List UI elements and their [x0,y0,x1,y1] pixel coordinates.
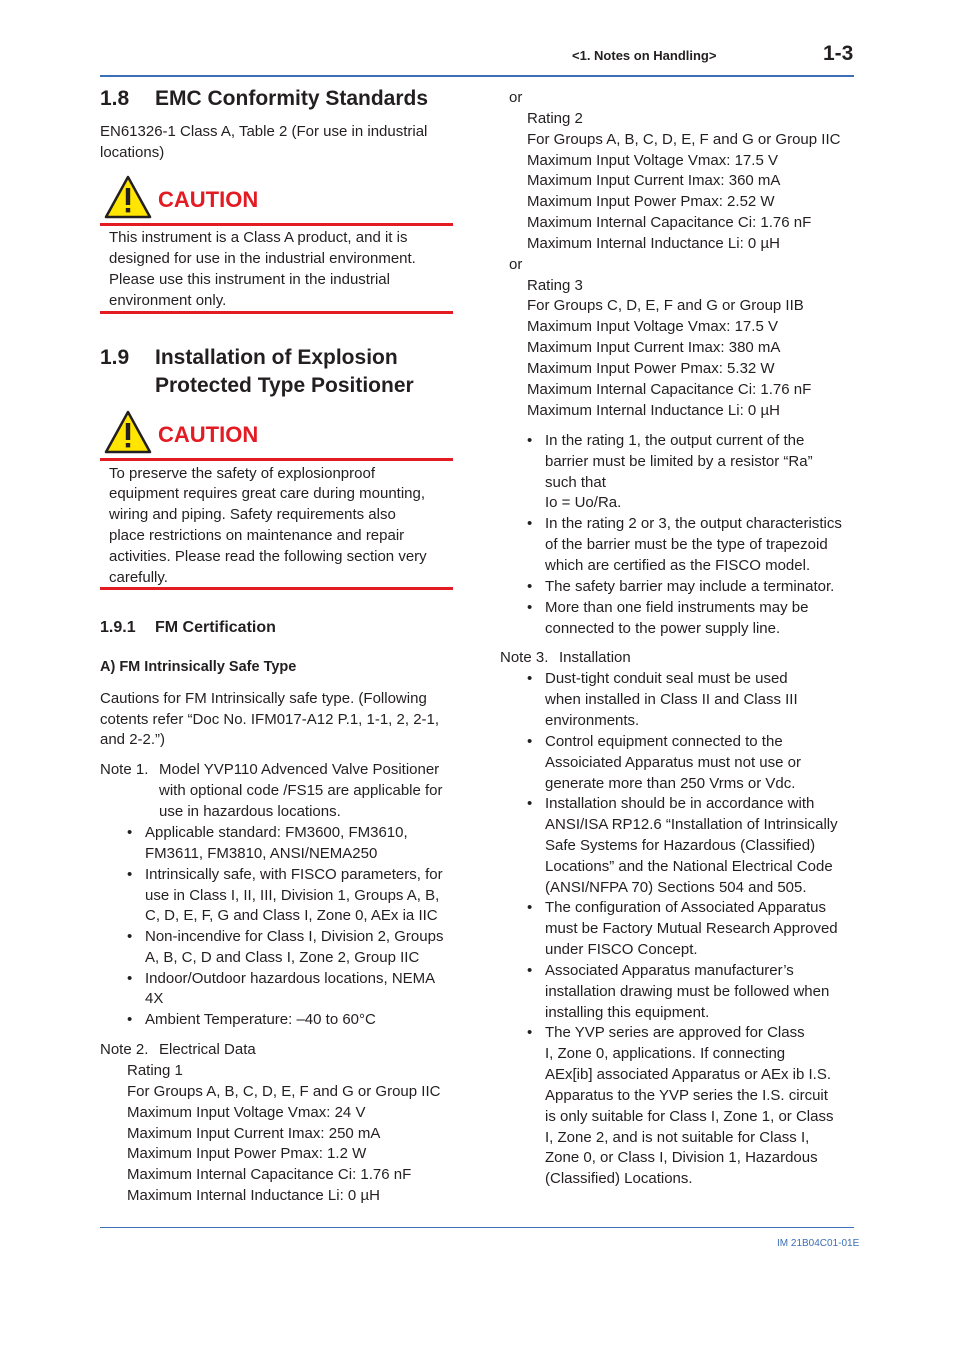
note-2-title: Electrical Data [159,1041,256,1058]
subsection-1-9-1-title: FM Certification [155,619,276,636]
note-2-bullet-line: connected to the power supply line. [545,620,781,637]
rating-3-line: Maximum Input Current Imax: 380 mA [527,339,781,356]
bullet-dot: • [527,899,533,916]
s18-body-line: locations) [100,144,165,161]
caution-text-line: This instrument is a Class A product, and it is [109,229,408,246]
rating-2-line: For Groups A, B, C, D, E, F and G or Group IIC [527,131,841,148]
caution-text-line: Please use this instrument in the industrial [109,271,390,288]
caution-label: CAUTION [158,422,259,447]
rating-1-line: Maximum Internal Inductance Li: 0 µH [127,1187,380,1204]
note-3-bullet-line: Installation should be in accordance with [545,795,815,812]
rating-1-line: Rating 1 [127,1062,183,1079]
rating-2-line: Maximum Internal Inductance Li: 0 µH [527,235,780,252]
note-3-bullet-line: Zone 0, or Class I, Division 1, Hazardous [545,1149,818,1166]
note-3-bullet-line: Safe Systems for Hazardous (Classified) [545,837,816,854]
bullet-dot: • [127,866,133,883]
note-3-bullet-line: (ANSI/NFPA 70) Sections 504 and 505. [545,879,807,896]
fm-intro-line: Cautions for FM Intrinsically safe type. (Following [100,690,427,707]
note-2-bullet-line: Io = Uo/Ra. [545,494,622,511]
caution-bottom-rule [100,311,453,314]
note-1-line: use in hazardous locations. [159,803,341,820]
note-1-bullet-line: 4X [145,990,164,1007]
rating-1-line: For Groups A, B, C, D, E, F and G or Group IIC [127,1083,441,1100]
footer-rule [100,1227,854,1228]
note-3-bullet-line: environments. [545,712,640,729]
note-3-bullet-line: Locations” and the National Electrical Code [545,858,833,875]
or-text: or [509,256,523,273]
note-1-bullet-line: Intrinsically safe, with FISCO parameters, for [145,866,443,883]
note-3-bullet-line: I, Zone 0, applications. If connecting [545,1045,786,1062]
note-2-label: Note 2. [100,1041,149,1058]
section-1-8-number: 1.8 [100,87,130,110]
warning-triangle-icon [104,410,152,454]
bullet-dot: • [527,733,533,750]
caution-text-line: To preserve the safety of explosionproof [109,465,375,482]
s18-body-line: EN61326-1 Class A, Table 2 (For use in industrial [100,123,428,140]
note-3-bullet-line: installing this equipment. [545,1004,710,1021]
note-2-bullet-line: In the rating 2 or 3, the output characteristics [545,515,842,532]
note-3-bullet-line: under FISCO Concept. [545,941,698,958]
caution-top-rule [100,223,453,226]
bullet-dot: • [527,599,533,616]
note-1-line: Model YVP110 Advenced Valve Positioner [159,761,440,778]
section-1-9-title: Installation of Explosion [155,346,398,369]
rating-1-line: Maximum Input Power Pmax: 1.2 W [127,1145,367,1162]
bullet-dot: • [527,962,533,979]
subsection-1-9-1-number: 1.9.1 [100,619,136,636]
note-3-bullet-line: Associated Apparatus manufacturer’s [545,962,794,979]
note-2-bullet-line: The safety barrier may include a terminator. [545,578,835,595]
note-3-bullet-line: Apparatus to the YVP series the I.S. circuit [545,1087,828,1104]
note-3-bullet-line: (Classified) Locations. [545,1170,693,1187]
section-1-8-title: EMC Conformity Standards [155,87,429,110]
note-3-bullet-line: The YVP series are approved for Class [545,1024,805,1041]
or-text: or [509,89,523,106]
warning-triangle-icon [104,175,152,219]
bullet-dot: • [527,515,533,532]
rating-1-line: Maximum Input Current Imax: 250 mA [127,1125,381,1142]
caution-text-line: place restrictions on maintenance and repair [109,527,405,544]
caution-text-line: environment only. [109,292,227,309]
section-1-9-number: 1.9 [100,346,130,369]
rating-2-line: Maximum Internal Capacitance Ci: 1.76 nF [527,214,812,231]
header-rule [100,75,854,77]
note-1-bullet-line: Applicable standard: FM3600, FM3610, [145,824,408,841]
note-1-bullet-line: Ambient Temperature: –40 to 60°C [145,1011,376,1028]
note-3-bullet-line: installation drawing must be followed when [545,983,830,1000]
bullet-dot: • [527,432,533,449]
fm-type-heading: A) FM Intrinsically Safe Type [100,659,297,675]
note-2-bullet-line: of the barrier must be the type of trapezoid [545,536,828,553]
note-3-bullet-line: when installed in Class II and Class III [545,691,798,708]
note-3-bullet-line: is only suitable for Class I, Zone 1, or Class [545,1108,834,1125]
fm-intro-line: cotents refer “Doc No. IFM017-A12 P.1, 1-1, 2, 2-1, [100,711,440,728]
page-number: 1-3 [823,42,854,65]
bullet-dot: • [127,928,133,945]
bullet-dot: • [127,970,133,987]
rating-2-line: Rating 2 [527,110,583,127]
doc-id: IM 21B04C01-01E [777,1238,860,1249]
rating-3-line: Rating 3 [527,277,583,294]
caution-bottom-rule [100,587,453,590]
note-3-bullet-line: The configuration of Associated Apparatus [545,899,827,916]
note-2-bullet-line: barrier must be limited by a resistor “Ra” [545,453,813,470]
note-1-bullet-line: FM3611, FM3810, ANSI/NEMA250 [145,845,378,862]
note-3-label: Note 3. [500,649,549,666]
rating-2-line: Maximum Input Current Imax: 360 mA [527,172,781,189]
note-1-line: with optional code /FS15 are applicable for [159,782,443,799]
rating-2-line: Maximum Input Power Pmax: 2.52 W [527,193,775,210]
note-2-bullet-line: In the rating 1, the output current of the [545,432,805,449]
section-1-9-title: Protected Type Positioner [155,374,414,397]
note-1-bullet-line: A, B, C, D and Class I, Zone 2, Group IIC [145,949,420,966]
note-1-bullet-line: C, D, E, F, G and Class I, Zone 0, AEx ia IIC [145,907,438,924]
caution-text-line: equipment requires great care during mounting, [109,485,426,502]
fm-intro-line: and 2-2.”) [100,731,166,748]
bullet-dot: • [527,670,533,687]
note-2-bullet-line: More than one field instruments may be [545,599,809,616]
rating-3-line: Maximum Input Power Pmax: 5.32 W [527,360,775,377]
note-3-bullet-line: Assoiciated Apparatus must not use or [545,754,801,771]
rating-2-line: Maximum Input Voltage Vmax: 17.5 V [527,152,778,169]
note-1-label: Note 1. [100,761,149,778]
note-3-bullet-line: Control equipment connected to the [545,733,783,750]
note-2-bullet-line: which are certified as the FISCO model. [545,557,811,574]
caution-text-line: activities. Please read the following section very [109,548,427,565]
note-1-bullet-line: use in Class I, II, III, Division 1, Groups A, B, [145,887,440,904]
bullet-dot: • [127,824,133,841]
rating-3-line: Maximum Internal Capacitance Ci: 1.76 nF [527,381,812,398]
bullet-dot: • [527,578,533,595]
caution-text-line: designed for use in the industrial environment. [109,250,416,267]
note-3-bullet-line: I, Zone 2, and is not suitable for Class I, [545,1129,810,1146]
note-3-title: Installation [559,649,631,666]
rating-1-line: Maximum Input Voltage Vmax: 24 V [127,1104,366,1121]
caution-text-line: wiring and piping. Safety requirements also [109,506,396,523]
rating-3-line: Maximum Input Voltage Vmax: 17.5 V [527,318,778,335]
caution-label: CAUTION [158,187,259,212]
note-3-bullet-line: Dust-tight conduit seal must be used [545,670,788,687]
note-1-bullet-line: Non-incendive for Class I, Division 2, Groups [145,928,444,945]
caution-text-line: carefully. [109,569,168,586]
note-3-bullet-line: must be Factory Mutual Research Approved [545,920,838,937]
note-2-bullet-line: such that [545,474,606,491]
bullet-dot: • [127,1011,133,1028]
note-3-bullet-line: AEx[ib] associated Apparatus or AEx ib I.S. [545,1066,831,1083]
bullet-dot: • [527,1024,533,1041]
rating-3-line: For Groups C, D, E, F and G or Group IIB [527,297,804,314]
note-3-bullet-line: ANSI/ISA RP12.6 “Installation of Intrinsically [545,816,838,833]
caution-top-rule [100,458,453,461]
note-3-bullet-line: generate more than 250 Vrms or Vdc. [545,775,796,792]
note-1-bullet-line: Indoor/Outdoor hazardous locations, NEMA [145,970,436,987]
running-header: <1. Notes on Handling> [572,48,717,63]
rating-1-line: Maximum Internal Capacitance Ci: 1.76 nF [127,1166,412,1183]
bullet-dot: • [527,795,533,812]
rating-3-line: Maximum Internal Inductance Li: 0 µH [527,402,780,419]
